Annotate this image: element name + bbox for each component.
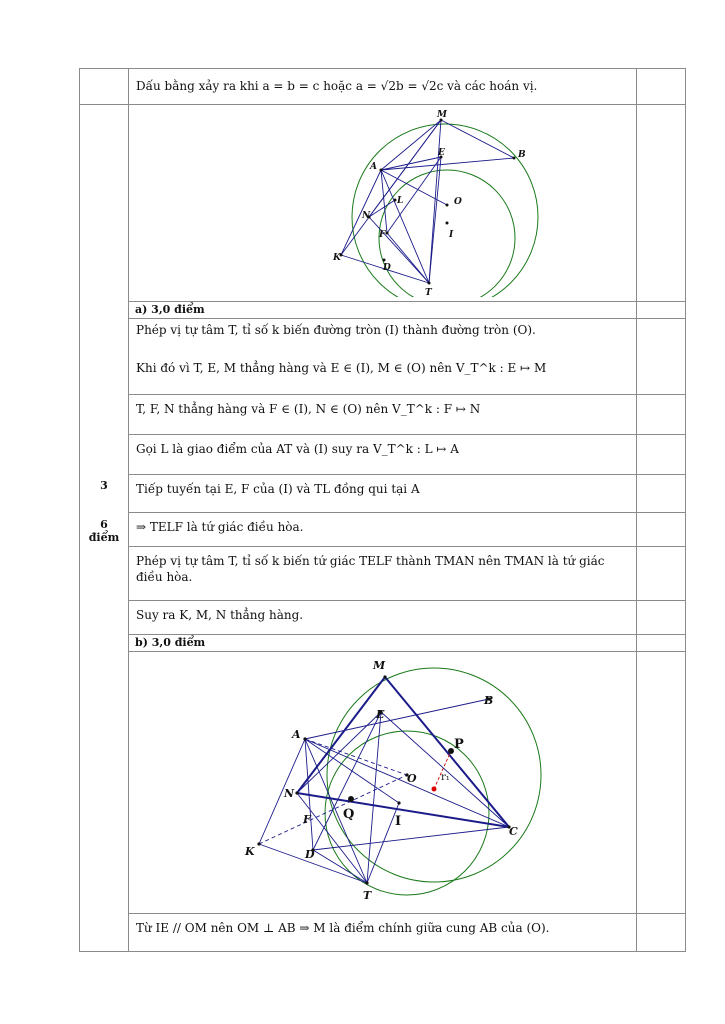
table-row (80, 652, 686, 914)
geometry-figure-2 (129, 652, 637, 909)
point-label-i: I (395, 814, 402, 829)
point-label-e: E (376, 708, 385, 721)
step-a6: Phép vị tự tâm T, tỉ số k biến tứ giác TELF thành TMAN nên TMAN là tứ giác điều hòa. (136, 554, 605, 584)
part-b-header: b) 3,0 điểm (135, 636, 206, 649)
step-a1: Phép vị tự tâm T, tỉ số k biến đường tròn (I) thành đường tròn (O). (136, 323, 536, 337)
point-label-l: L (397, 196, 404, 206)
step-a7: Suy ra K, M, N thẳng hàng. (136, 608, 304, 622)
table-row (80, 395, 686, 435)
point-label-k: K (245, 845, 255, 858)
step-a1b: Khi đó vì T, E, M thẳng hàng và E ∈ (I), M ∈ (O) nên V_T^k : E ↦ M (136, 361, 547, 375)
point-label-d: D (383, 263, 391, 273)
points-value: 6 (100, 518, 108, 531)
point-label-b: B (518, 150, 526, 160)
table-row (80, 319, 686, 395)
point-label-t: T (425, 288, 432, 297)
table-row (80, 513, 686, 547)
table-row (80, 302, 686, 319)
step-b1: Từ IE // OM nên OM ⊥ AB ⇒ M là điểm chính giữa cung AB của (O). (136, 921, 550, 935)
point-label-m: M (373, 659, 386, 672)
point-label-q: Q (343, 807, 355, 822)
point-label-f: F (303, 813, 311, 826)
table-row (80, 105, 686, 302)
point-label-o: O (407, 772, 417, 785)
table-row (80, 475, 686, 513)
point-label-f: F (379, 230, 386, 240)
step-a4: Tiếp tuyến tại E, F của (I) và TL đồng qui tại A (136, 482, 420, 496)
question-cell (80, 105, 129, 952)
geometry-figure-1 (129, 105, 637, 297)
table-row (80, 635, 686, 652)
table-row (80, 435, 686, 475)
point-label-r1: r₁ (441, 772, 450, 783)
step-a3: Gọi L là giao điểm của AT và (I) suy ra V_T^k : L ↦ A (136, 442, 459, 456)
point-label-n: N (362, 211, 371, 221)
point-label-n: N (284, 787, 295, 800)
figure-1-cell (129, 105, 637, 302)
point-label-m: M (437, 110, 447, 120)
step-a2: T, F, N thẳng hàng và F ∈ (I), N ∈ (O) nên V_T^k : F ↦ N (136, 402, 481, 416)
intro-text: Dấu bằng xảy ra khi a = b = c hoặc a = √2b = √2c và các hoán vị. (136, 79, 538, 93)
table-row (80, 547, 686, 601)
point-label-a: A (292, 728, 301, 741)
step-a5: ⇒ TELF là tứ giác điều hòa. (136, 520, 304, 534)
table-row (80, 69, 686, 105)
point-label-c: C (509, 825, 518, 838)
point-label-o: O (454, 197, 462, 207)
question-number: 3 (100, 479, 108, 492)
point-label-t: T (363, 889, 372, 902)
point-label-k: K (333, 253, 341, 263)
part-a-header: a) 3,0 điểm (135, 303, 205, 316)
figure-2-cell (129, 652, 637, 914)
table-row (80, 914, 686, 952)
point-label-b: B (484, 694, 494, 707)
table-row (80, 601, 686, 635)
point-label-d: D (305, 848, 315, 861)
point-label-a: A (370, 162, 377, 172)
point-label-p: P (454, 737, 464, 752)
solution-table (79, 68, 686, 952)
point-label-e: E (438, 148, 445, 158)
points-unit: điểm (88, 531, 120, 544)
point-label-i: I (449, 230, 454, 240)
